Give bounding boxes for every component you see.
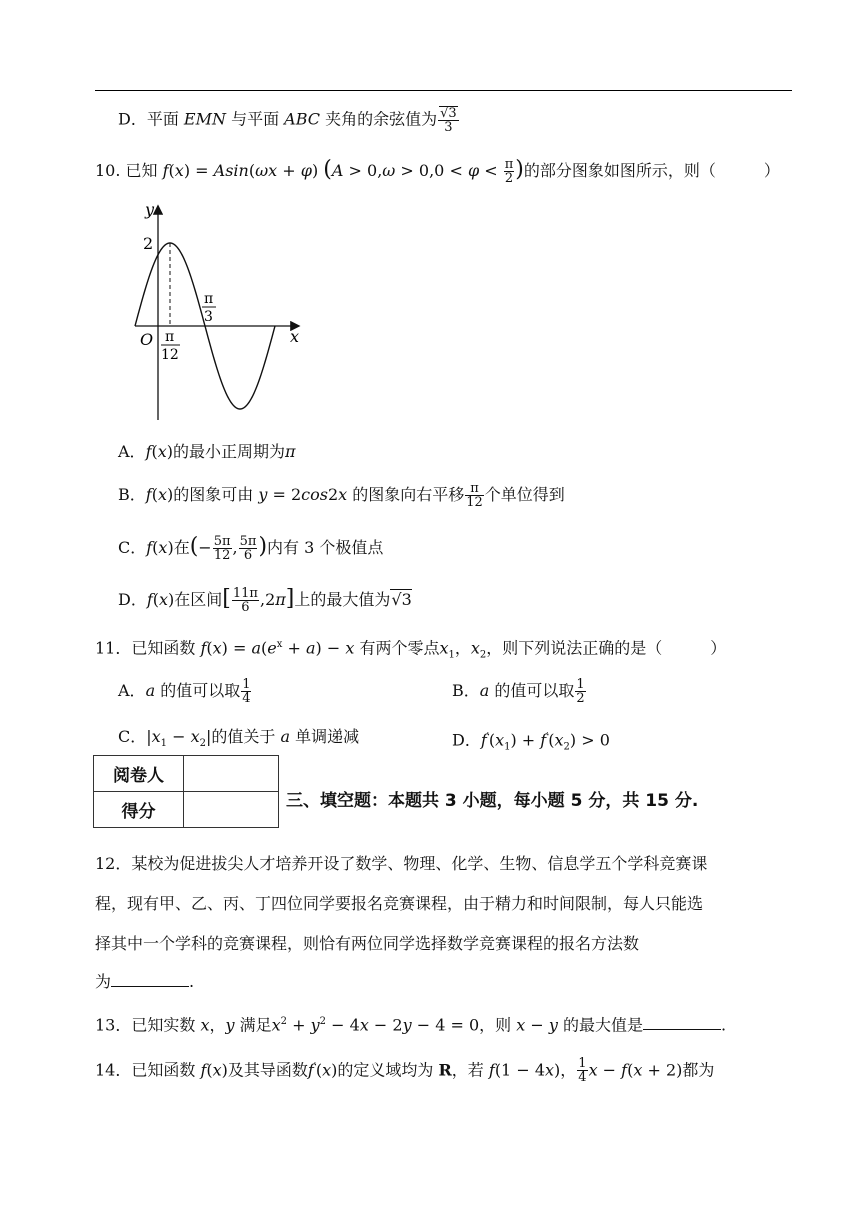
tick-pi3-num: π <box>204 291 214 307</box>
q9-option-d: D．平面 EMN 与平面 ABC 夹角的余弦值为 $\frac{√3}{3}$ <box>118 106 457 135</box>
score-field <box>184 792 279 828</box>
q12-line-2: 程，现有甲、乙、丙、丁四位同学要报名竞赛课程，由于精力和时间限制，每人只能选 <box>95 894 704 913</box>
grader-label: 阅卷人 <box>94 756 184 792</box>
q12-line-1: 12．某校为促进拔尖人才培养开设了数学、物理、化学、生物、信息学五个学科竞赛课 <box>95 854 708 873</box>
q12-answer-blank[interactable] <box>111 972 189 987</box>
tick-pi12-den: 12 <box>161 347 179 363</box>
q13-stem: 13．已知实数 x，y 满足$x^2 + y^2 - 4x - 2y - 4 = 0$，则 x − y 的最大值是 . <box>95 1015 727 1035</box>
peak-value-label: 2 <box>143 234 154 253</box>
q10-option-a: A．f(x)的最小正周期为π <box>118 442 296 461</box>
y-axis-label: y <box>145 200 155 219</box>
origin-label: O <box>140 330 154 349</box>
q10-option-b: B．f(x)的图象可由 y = 2cos2x 的图象向右平移 $\frac{\pi}{12}$ 个单位得到 <box>118 481 565 510</box>
q10-stem: 10. 已知 f(x) = Asin(ωx + φ) (A > 0,ω > 0,0 < φ < $\frac{\pi}{2}$ )的部分图象如图所示，则（ ） <box>95 157 780 186</box>
score-label: 得分 <box>94 792 184 828</box>
q11-stem: 11．已知函数 $f(x) = a(e^x + a) - x$ 有两个零点$x_1$，$x_2$，则下列说法正确的是（ ） <box>95 638 727 661</box>
q11-option-c: C．$|x_1 - x_2|$的值关于 a 单调递减 <box>118 727 360 750</box>
q10-option-d: D．f(x)在区间[ $\frac{11\pi}{6}$ ,2π]上的最大值为√3 <box>118 586 412 615</box>
grader-field <box>184 756 279 792</box>
tick-pi3-den: 3 <box>204 309 213 325</box>
q12-line-4: 为 . <box>95 972 195 991</box>
tick-pi12-num: π <box>165 329 175 345</box>
q11-option-b: B．a 的值可以取 $\frac{1}{2}$ <box>452 677 585 706</box>
q11-option-a: A．a 的值可以取 $\frac{1}{4}$ <box>118 677 251 706</box>
x-axis-label: x <box>290 327 300 346</box>
q14-stem: 14．已知函数 f(x)及其导函数f′(x)的定义域均为 R，若 f(1 − 4x)， $\frac{1}{4}$ x − f(x + 2)都为 <box>95 1056 715 1086</box>
q12-line-3: 择其中一个学科的竞赛课程，则恰有两位同学选择数学竞赛课程的报名方法数 <box>95 934 640 953</box>
top-rule <box>95 90 792 91</box>
q13-answer-blank[interactable] <box>643 1015 721 1030</box>
q10-option-c: C．f(x)在(− $\frac{5\pi}{12}$ , $\frac{5\pi}{6}$ )内有 3 个极值点 <box>118 534 384 563</box>
q10-sine-graph <box>110 195 310 425</box>
section-3-heading: 三、填空题：本题共 3 小题，每小题 5 分，共 15 分. <box>286 791 699 811</box>
q11-option-d: D．$f'(x_1) + f'(x_2) > 0$ <box>452 730 610 753</box>
grader-score-box <box>93 755 279 828</box>
